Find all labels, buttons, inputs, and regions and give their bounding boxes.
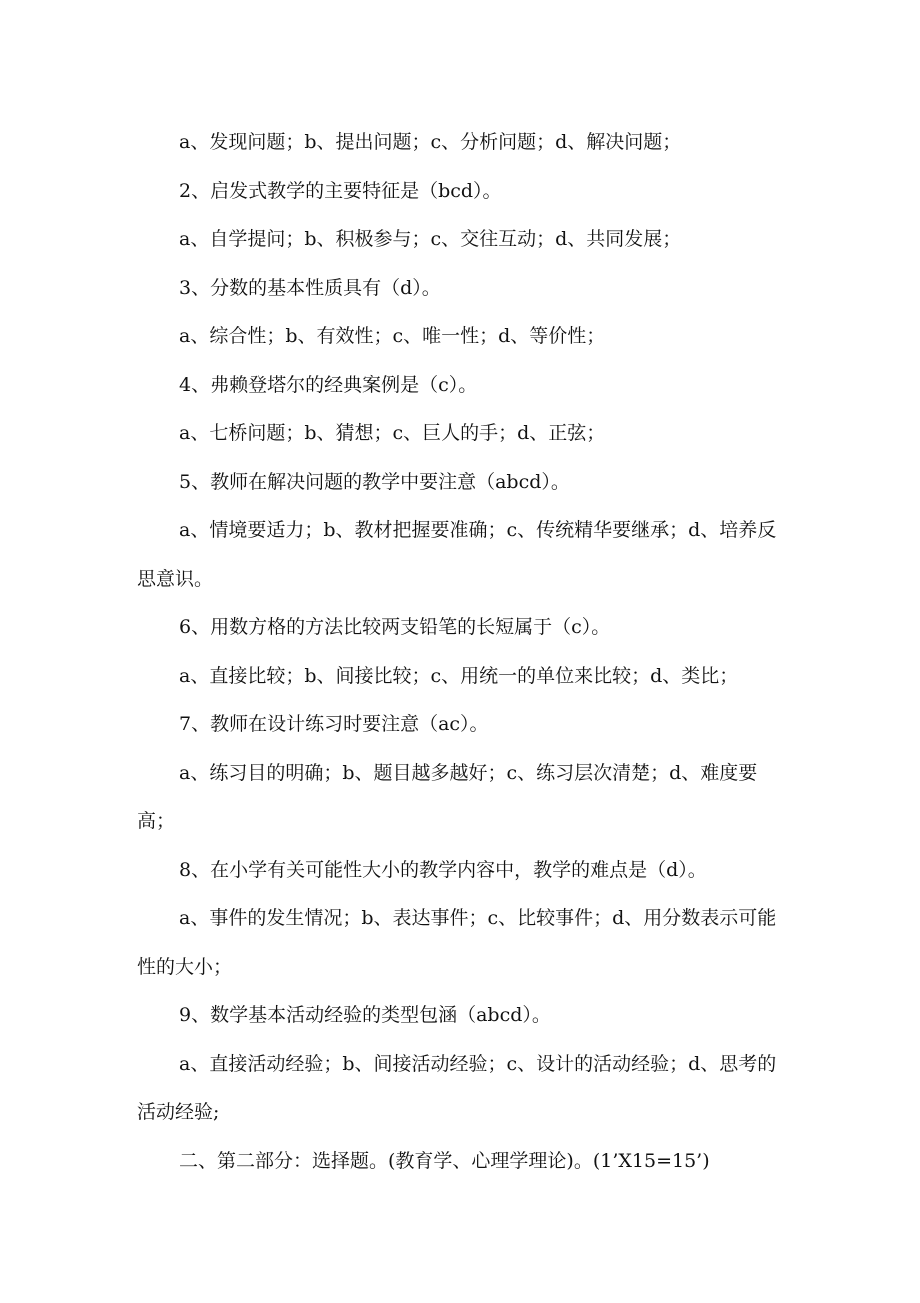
option-line-q6: a、直接比较；b、间接比较；c、用统一的单位来比较；d、类比；: [179, 664, 739, 687]
option-line-q5: a、情境要适力；b、教材把握要准确；c、传统精华要继承；d、培养反思意识。: [137, 519, 777, 590]
question-9: 9、数学基本活动经验的类型包涵（abcd）。: [179, 1004, 551, 1026]
document-body: [137, 118, 787, 1185]
option-line-q2: a、自学提问；b、积极参与；c、交往互动；d、共同发展；: [179, 228, 682, 250]
option-line-q1: a、发现问题；b、提出问题；c、分析问题；d、解决问题；: [179, 131, 682, 153]
option-line-q8: a、事件的发生情况；b、表达事件；c、比较事件；d、用分数表示可能性的大小；: [137, 907, 777, 978]
question-5: 5、教师在解决问题的教学中要注意（abcd）。: [179, 470, 570, 493]
question-8: 8、在小学有关可能性大小的教学内容中，教学的难点是（d）。: [179, 858, 707, 881]
option-line-q4: a、七桥问题；b、猜想；c、巨人的手；d、正弦；: [179, 422, 606, 444]
question-2: 2、启发式教学的主要特征是（bcd）。: [179, 179, 502, 202]
section-heading: 二、第二部分：选择题。(教育学、心理学理论)。(1’X15=15’): [179, 1149, 710, 1172]
question-6: 6、用数方格的方法比较两支铅笔的长短属于（c）。: [179, 616, 611, 638]
question-4: 4、弗赖登塔尔的经典案例是（c）。: [179, 373, 478, 396]
option-line-q3: a、综合性；b、有效性；c、唯一性；d、等价性；: [179, 325, 606, 347]
option-line-q9: a、直接活动经验；b、间接活动经验；c、设计的活动经验；d、思考的活动经验;: [137, 1052, 777, 1123]
question-7: 7、教师在设计练习时要注意（ac）。: [179, 713, 489, 735]
option-line-q7: a、练习目的明确；b、题目越多越好；c、练习层次清楚；d、难度要高；: [137, 761, 758, 832]
question-3: 3、分数的基本性质具有（d）。: [179, 276, 441, 299]
